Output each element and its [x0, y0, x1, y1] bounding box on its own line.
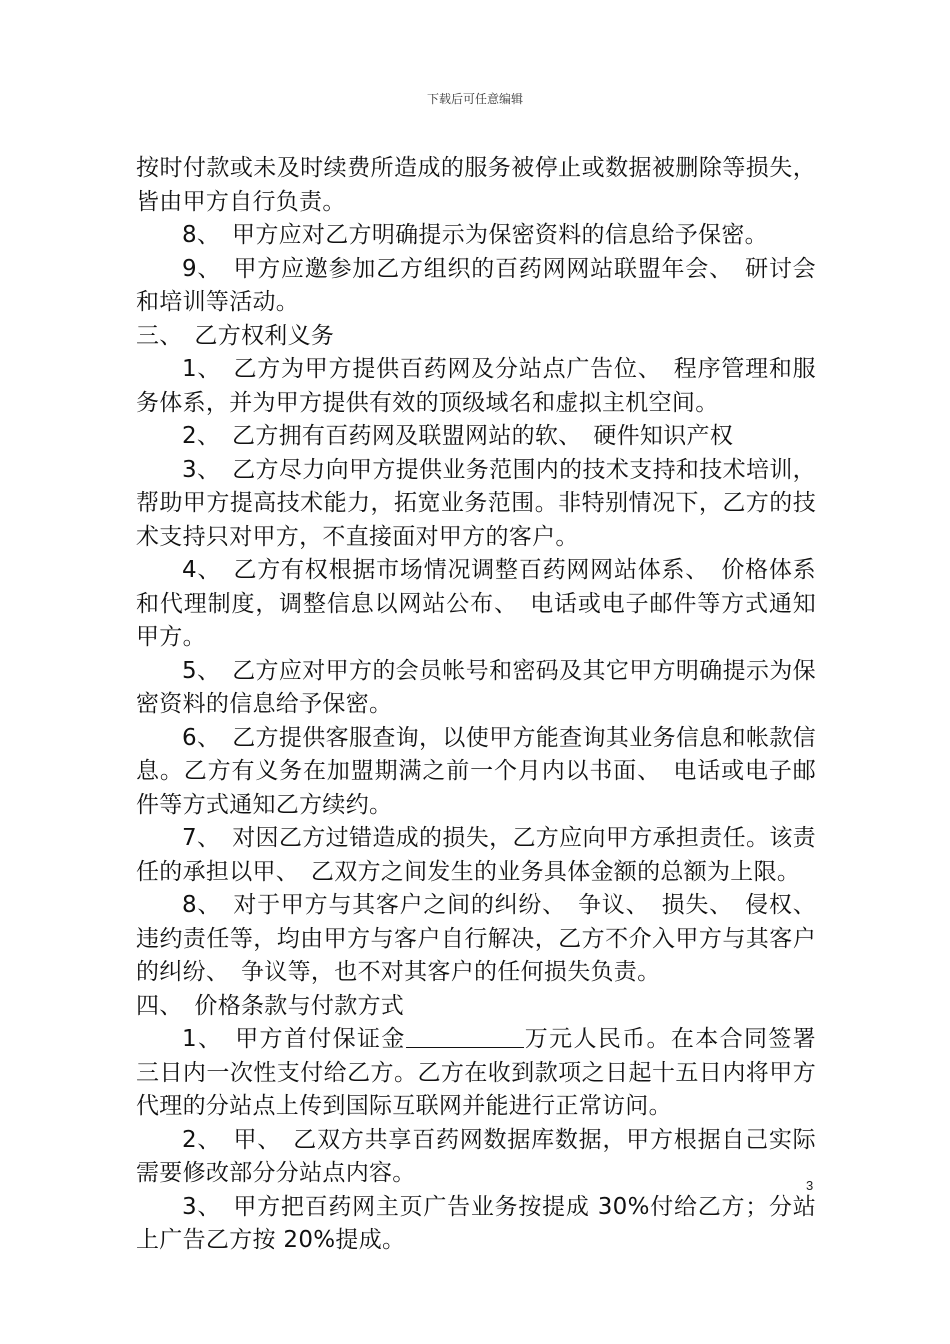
paragraph: 2、 乙方拥有百药网及联盟网站的软、 硬件知识产权 [182, 423, 734, 449]
paragraph: 1、 乙方为甲方提供百药网及分站点广告位、 程序管理和服务体系，并为甲方提供有效的顶级域名和虚拟主机空间。 [136, 356, 816, 416]
paragraph: 8、 甲方应对乙方明确提示为保密资料的信息给予保密。 [182, 222, 768, 248]
paragraph: 2、 甲、 乙双方共享百药网数据库数据，甲方根据自己实际需要修改部分分站点内容。 [136, 1126, 816, 1186]
paragraph: 8、 对于甲方与其客户之间的纠纷、 争议、 损失、 侵权、违约责任等，均由甲方与客户自行解决，乙方不介入甲方与其客户的纠纷、 争议等，也不对其客户的任何损失负责。 [136, 892, 816, 985]
paragraph: 5、 乙方应对甲方的会员帐号和密码及其它甲方明确提示为保密资料的信息给予保密。 [136, 657, 816, 717]
paragraph: 4、 乙方有权根据市场情况调整百药网网站体系、 价格体系和代理制度，调整信息以网站公布、 电话或电子邮件等方式通知甲方。 [136, 557, 816, 650]
paragraph: 6、 乙方提供客服查询，以使甲方能查询其业务信息和帐款信息。乙方有义务在加盟期满之前一个月内以书面、 电话或电子邮件等方式通知乙方续约。 [136, 724, 816, 818]
payment-text-before: 1、 甲方首付保证金 [182, 1026, 406, 1052]
paragraph: 3、 甲方把百药网主页广告业务按提成 30%付给乙方；分站上广告乙方按 20%提成。 [136, 1193, 816, 1253]
paragraph: 7、 对因乙方过错造成的损失，乙方应向甲方承担责任。该责任的承担以甲、 乙双方之间发生的业务具体金额的总额为上限。 [136, 825, 816, 885]
document-body [136, 152, 816, 1258]
paragraph: 9、 甲方应邀参加乙方组织的百药网网站联盟年会、 研讨会和培训等活动。 [136, 255, 816, 315]
deposit-amount-blank [406, 1025, 524, 1048]
paragraph: 按时付款或未及时续费所造成的服务被停止或数据被删除等损失，皆由甲方自行负责。 [136, 155, 816, 215]
page-header: 下载后可任意编辑 [426, 92, 523, 106]
section-heading: 四、 价格条款与付款方式 [136, 992, 405, 1019]
payment-paragraph [136, 1023, 816, 1124]
section-heading: 三、 乙方权利义务 [136, 322, 335, 349]
page-number: 3 [806, 1178, 814, 1193]
payment-text-after: 万元人民币。在本合同签署三日内一次性支付给乙方。乙方在收到款项之日起十五日内将甲方代理的分站点上传到国际互联网并能进行正常访问。 [136, 1026, 816, 1119]
paragraph: 3、 乙方尽力向甲方提供业务范围内的技术支持和技术培训，帮助甲方提高技术能力，拓宽业务范围。非特别情况下，乙方的技术支持只对甲方，不直接面对甲方的客户。 [136, 456, 816, 550]
